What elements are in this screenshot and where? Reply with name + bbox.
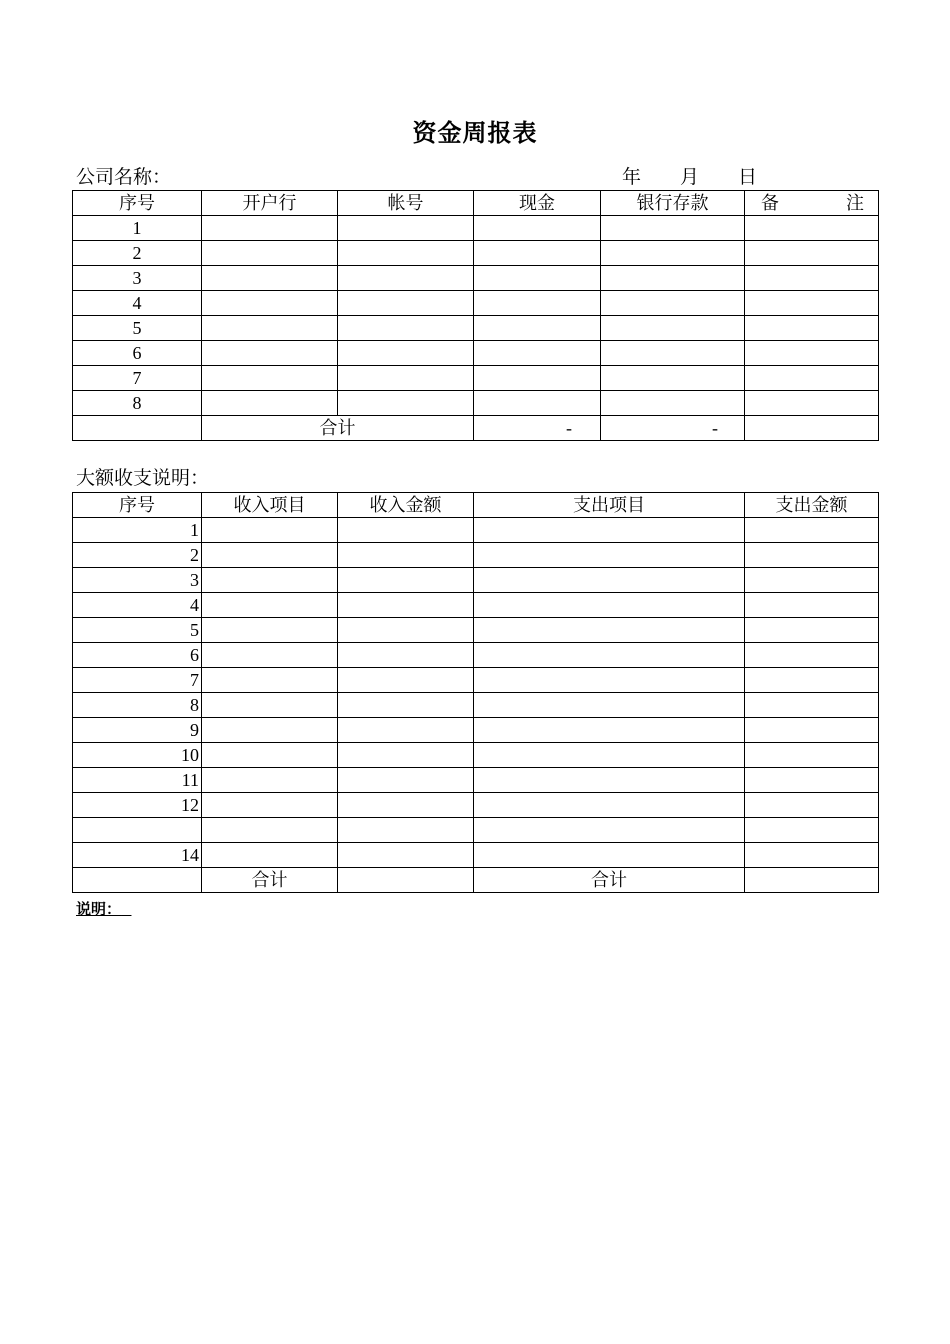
- row-index: 2: [73, 543, 202, 568]
- cash-cell[interactable]: [474, 391, 601, 416]
- page-title: 资金周报表: [412, 121, 538, 147]
- expense-item-cell[interactable]: [474, 568, 745, 593]
- account-cell[interactable]: [338, 316, 474, 341]
- expense-item-cell[interactable]: [474, 793, 745, 818]
- expense-amount-cell[interactable]: [745, 618, 879, 643]
- fund-balance-table: [72, 190, 879, 441]
- header-account: 帐号: [338, 191, 474, 216]
- large-transactions-table: [72, 492, 879, 893]
- expense-amount-cell[interactable]: [745, 693, 879, 718]
- row-index: 14: [73, 843, 202, 868]
- deposit-cell[interactable]: [601, 216, 745, 241]
- table-row: [73, 618, 879, 643]
- deposit-cell[interactable]: [601, 241, 745, 266]
- expense-item-cell[interactable]: [474, 718, 745, 743]
- cash-cell[interactable]: [474, 241, 601, 266]
- row-index: 6: [73, 341, 202, 366]
- remark-cell[interactable]: [745, 266, 879, 291]
- bank-cell[interactable]: [202, 266, 338, 291]
- income-amount-cell[interactable]: [338, 718, 474, 743]
- expense-item-cell[interactable]: [474, 593, 745, 618]
- remark-cell[interactable]: [745, 341, 879, 366]
- large-transactions-label: 大额收支说明：: [76, 468, 210, 489]
- income-item-cell[interactable]: [202, 518, 338, 543]
- bank-cell[interactable]: [202, 391, 338, 416]
- bank-cell[interactable]: [202, 316, 338, 341]
- remark-cell[interactable]: [745, 216, 879, 241]
- header-index: 序号: [73, 191, 202, 216]
- account-cell[interactable]: [338, 391, 474, 416]
- row-index: 5: [73, 618, 202, 643]
- table-row: [73, 793, 879, 818]
- income-item-cell[interactable]: [202, 718, 338, 743]
- account-cell[interactable]: [338, 216, 474, 241]
- income-item-cell[interactable]: [202, 693, 338, 718]
- income-item-cell[interactable]: [202, 618, 338, 643]
- row-index: 1: [73, 216, 202, 241]
- expense-amount-cell[interactable]: [745, 593, 879, 618]
- total-blank-cell: [73, 868, 202, 893]
- remark-cell[interactable]: [745, 316, 879, 341]
- expense-amount-cell[interactable]: [745, 843, 879, 868]
- header-expense-amount: 支出金额: [745, 493, 879, 518]
- income-amount-cell[interactable]: [338, 743, 474, 768]
- total-remark-cell[interactable]: [745, 416, 879, 441]
- table-header-row: [73, 493, 879, 518]
- income-item-cell[interactable]: [202, 818, 338, 843]
- header-remark-part2: 注: [846, 193, 864, 213]
- table-row: [73, 366, 879, 391]
- expense-amount-cell[interactable]: [745, 518, 879, 543]
- row-index: 7: [73, 366, 202, 391]
- remark-cell[interactable]: [745, 391, 879, 416]
- deposit-cell[interactable]: [601, 366, 745, 391]
- deposit-cell[interactable]: [601, 391, 745, 416]
- income-amount-cell[interactable]: [338, 618, 474, 643]
- header-bank-deposit: 银行存款: [601, 191, 745, 216]
- total-expense-amount-cell[interactable]: [745, 868, 879, 893]
- bank-cell[interactable]: [202, 241, 338, 266]
- deposit-cell[interactable]: [601, 291, 745, 316]
- income-item-cell[interactable]: [202, 593, 338, 618]
- total-bank-value: -: [601, 416, 745, 441]
- table-row: [73, 668, 879, 693]
- header-cash: 现金: [474, 191, 601, 216]
- table-row: [73, 568, 879, 593]
- row-index: 10: [73, 743, 202, 768]
- row-index: 6: [73, 643, 202, 668]
- table-row: [73, 643, 879, 668]
- account-cell[interactable]: [338, 241, 474, 266]
- expense-item-cell[interactable]: [474, 618, 745, 643]
- note-label-text: 说明：: [76, 900, 122, 918]
- row-index: 9: [73, 718, 202, 743]
- income-item-cell[interactable]: [202, 568, 338, 593]
- header-bank: 开户行: [202, 191, 338, 216]
- account-cell[interactable]: [338, 341, 474, 366]
- total-label: 合计: [202, 416, 474, 441]
- table-row: [73, 291, 879, 316]
- total-row: [73, 868, 879, 893]
- header-income-item: 收入项目: [202, 493, 338, 518]
- income-item-cell[interactable]: [202, 768, 338, 793]
- cash-cell[interactable]: [474, 341, 601, 366]
- expense-item-cell[interactable]: [474, 518, 745, 543]
- date-year-label: 年: [622, 167, 642, 188]
- income-amount-cell[interactable]: [338, 593, 474, 618]
- expense-item-cell[interactable]: [474, 693, 745, 718]
- income-amount-cell[interactable]: [338, 818, 474, 843]
- header-remark: [745, 191, 879, 216]
- expense-amount-cell[interactable]: [745, 718, 879, 743]
- row-index: 2: [73, 241, 202, 266]
- table-row: [73, 543, 879, 568]
- row-index: 4: [73, 593, 202, 618]
- expense-amount-cell[interactable]: [745, 668, 879, 693]
- expense-item-cell[interactable]: [474, 643, 745, 668]
- account-cell[interactable]: [338, 266, 474, 291]
- table-row: [73, 266, 879, 291]
- income-item-cell[interactable]: [202, 643, 338, 668]
- account-cell[interactable]: [338, 366, 474, 391]
- income-amount-cell[interactable]: [338, 668, 474, 693]
- income-amount-cell[interactable]: [338, 543, 474, 568]
- expense-amount-cell[interactable]: [745, 793, 879, 818]
- header-expense-item: 支出项目: [474, 493, 745, 518]
- expense-item-cell[interactable]: [474, 843, 745, 868]
- row-index: [73, 818, 202, 843]
- header-remark-part1: 备: [761, 193, 779, 213]
- income-item-cell[interactable]: [202, 793, 338, 818]
- deposit-cell[interactable]: [601, 266, 745, 291]
- table-row: [73, 843, 879, 868]
- table-row: [73, 341, 879, 366]
- company-name-label: 公司名称：: [76, 167, 172, 188]
- income-amount-cell[interactable]: [338, 693, 474, 718]
- bank-cell[interactable]: [202, 366, 338, 391]
- table-row: [73, 718, 879, 743]
- table-row: [73, 241, 879, 266]
- table-row: [73, 743, 879, 768]
- expense-item-cell[interactable]: [474, 668, 745, 693]
- expense-amount-cell[interactable]: [745, 743, 879, 768]
- table-row: [73, 391, 879, 416]
- row-index: 8: [73, 391, 202, 416]
- expense-item-cell[interactable]: [474, 743, 745, 768]
- expense-amount-cell[interactable]: [745, 568, 879, 593]
- date-month-label: 月: [680, 167, 700, 188]
- total-blank-cell: [73, 416, 202, 441]
- income-amount-cell[interactable]: [338, 843, 474, 868]
- expense-item-cell[interactable]: [474, 543, 745, 568]
- row-index: 7: [73, 668, 202, 693]
- cash-cell[interactable]: [474, 291, 601, 316]
- table-row: [73, 818, 879, 843]
- table-row: [73, 316, 879, 341]
- remark-cell[interactable]: [745, 291, 879, 316]
- row-index: 12: [73, 793, 202, 818]
- expense-item-cell[interactable]: [474, 818, 745, 843]
- note-label: [76, 898, 131, 919]
- row-index: 1: [73, 518, 202, 543]
- table-row: [73, 518, 879, 543]
- deposit-cell[interactable]: [601, 341, 745, 366]
- income-item-cell[interactable]: [202, 668, 338, 693]
- cash-cell[interactable]: [474, 216, 601, 241]
- table-row: [73, 693, 879, 718]
- remark-cell[interactable]: [745, 366, 879, 391]
- bank-cell[interactable]: [202, 216, 338, 241]
- expense-amount-cell[interactable]: [745, 543, 879, 568]
- income-amount-cell[interactable]: [338, 793, 474, 818]
- bank-cell[interactable]: [202, 291, 338, 316]
- row-index: 4: [73, 291, 202, 316]
- expense-amount-cell[interactable]: [745, 818, 879, 843]
- date-day-label: 日: [738, 167, 758, 188]
- row-index: 11: [73, 768, 202, 793]
- income-item-cell[interactable]: [202, 843, 338, 868]
- table-row: [73, 216, 879, 241]
- header-index: 序号: [73, 493, 202, 518]
- income-amount-cell[interactable]: [338, 768, 474, 793]
- row-index: 3: [73, 568, 202, 593]
- remark-cell[interactable]: [745, 241, 879, 266]
- row-index: 5: [73, 316, 202, 341]
- deposit-cell[interactable]: [601, 316, 745, 341]
- income-amount-cell[interactable]: [338, 643, 474, 668]
- bank-cell[interactable]: [202, 341, 338, 366]
- account-cell[interactable]: [338, 291, 474, 316]
- income-amount-cell[interactable]: [338, 518, 474, 543]
- header-income-amount: 收入金额: [338, 493, 474, 518]
- cash-cell[interactable]: [474, 366, 601, 391]
- table-header-row: [73, 191, 879, 216]
- table-row: [73, 593, 879, 618]
- income-item-cell[interactable]: [202, 743, 338, 768]
- row-index: 3: [73, 266, 202, 291]
- total-income-amount-cell[interactable]: [338, 868, 474, 893]
- cash-cell[interactable]: [474, 266, 601, 291]
- table-row: [73, 768, 879, 793]
- expense-amount-cell[interactable]: [745, 768, 879, 793]
- total-expense-label: 合计: [474, 868, 745, 893]
- total-cash-value: -: [474, 416, 601, 441]
- expense-amount-cell[interactable]: [745, 643, 879, 668]
- total-row: [73, 416, 879, 441]
- total-income-label: 合计: [202, 868, 338, 893]
- income-item-cell[interactable]: [202, 543, 338, 568]
- expense-item-cell[interactable]: [474, 768, 745, 793]
- cash-cell[interactable]: [474, 316, 601, 341]
- income-amount-cell[interactable]: [338, 568, 474, 593]
- row-index: 8: [73, 693, 202, 718]
